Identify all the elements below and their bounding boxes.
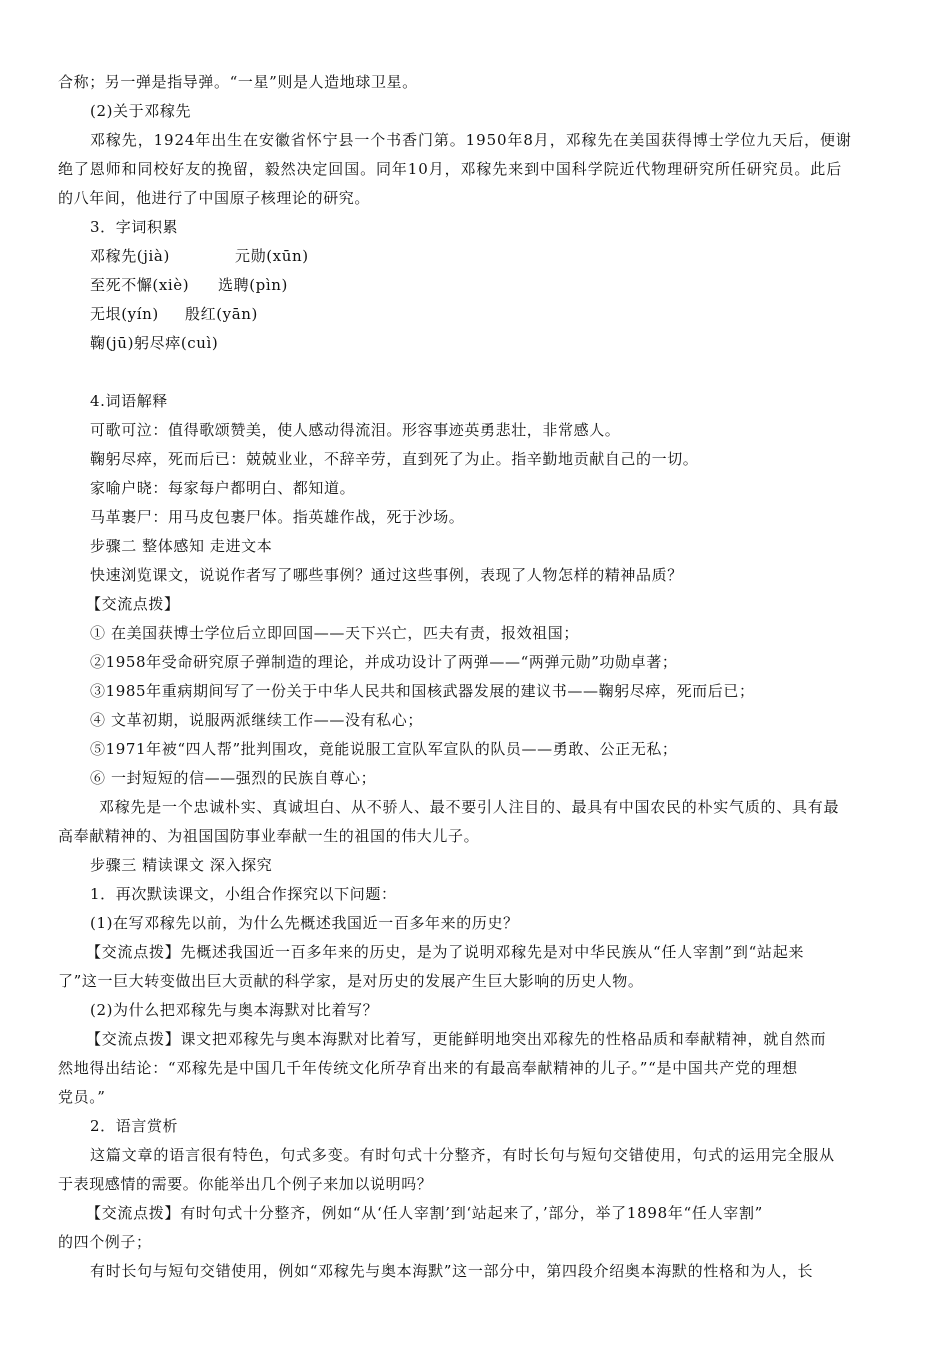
text-line: 这篇文章的语言很有特色，句式多变。有时句式十分整齐，有时长句与短句交错使用，句式的运用完全服从: [90, 1146, 835, 1164]
question: (2)为什么把邓稼先与奥本海默对比着写？: [90, 1001, 379, 1019]
list-item: ① 在美国获博士学位后立即回国——天下兴亡，匹夫有责，报效祖国；: [90, 624, 579, 642]
text-line: 的八年间，他进行了中国原子核理论的研究。: [58, 189, 371, 207]
vocab-item: 邓稼先(jià): [90, 247, 170, 265]
vocab-item: 选聘(pìn): [218, 276, 288, 294]
text-line: 可歌可泣：值得歌颂赞美，使人感动得流泪。形容事迹英勇悲壮，非常感人。: [90, 421, 621, 439]
heading-vocabulary: 3．字词积累: [90, 218, 179, 236]
discussion-tag: 【交流点拨】: [86, 595, 180, 613]
text-line: 有时长句与短句交错使用，例如“邓稼先与奥本海默”这一部分中，第四段介绍奥本海默的性格和为人，长: [90, 1262, 814, 1280]
text-line: 党员。”: [58, 1088, 106, 1106]
text-line: 的四个例子；: [58, 1233, 152, 1251]
text-line: 【交流点拨】课文把邓稼先与奥本海默对比着写，更能鲜明地突出邓稼先的性格品质和奉献精神，就自然而: [86, 1030, 827, 1048]
vocab-row: [90, 304, 950, 324]
text-line: 家喻户晓：每家每户都明白、都知道。: [90, 479, 356, 497]
text-line: 1．再次默读课文，小组合作探究以下问题：: [90, 885, 397, 903]
question: (1)在写邓稼先以前，为什么先概述我国近一百多年来的历史？: [90, 914, 519, 932]
text-line: 邓稼先，1924年出生在安徽省怀宁县一个书香门第。1950年8月，邓稼先在美国获得博士学位九天后，便谢: [90, 131, 852, 149]
text-line: 高奉献精神的、为祖国国防事业奉献一生的祖国的伟大儿子。: [58, 827, 480, 845]
text-line: 【交流点拨】先概述我国近一百多年来的历史，是为了说明邓稼先是对中华民族从“任人宰割”到“站起来: [86, 943, 805, 961]
vocab-item: 殷红(yān): [185, 305, 258, 323]
text-line: 于表现感情的需要。你能举出几个例子来加以说明吗？: [58, 1175, 433, 1193]
heading-step-three: 步骤三 精读课文 深入探究: [90, 856, 273, 874]
vocab-row: [90, 275, 950, 295]
heading-word-explanation: 4.词语解释: [90, 392, 168, 410]
list-item: ⑥ 一封短短的信——强烈的民族自尊心；: [90, 769, 377, 787]
text-line: 鞠躬尽瘁，死而后已：兢兢业业，不辞辛劳，直到死了为止。指辛勤地贡献自己的一切。: [90, 450, 699, 468]
vocab-item: 无垠(yín): [90, 305, 159, 323]
heading-step-two: 步骤二 整体感知 走进文本: [90, 537, 273, 555]
vocab-item: 至死不懈(xiè): [90, 276, 190, 294]
heading-language-analysis: 2．语言赏析: [90, 1117, 179, 1135]
text-line: 【交流点拨】有时句式十分整齐，例如“从‘任人宰割’到‘站起来了，’部分，举了1898年“任人宰割”: [86, 1204, 764, 1222]
vocab-row: [90, 333, 950, 353]
list-item: ③1985年重病期间写了一份关于中华人民共和国核武器发展的建议书——鞠躬尽瘁，死而后已；: [90, 682, 755, 700]
text-line: 了”这一巨大转变做出巨大贡献的科学家，是对历史的发展产生巨大影响的历史人物。: [58, 972, 644, 990]
text-line: 然地得出结论：“邓稼先是中国几千年传统文化所孕育出来的有最高奉献精神的儿子。”“是中国共产党的理想: [58, 1059, 798, 1077]
text-line: 邓稼先是一个忠诚朴实、真诚坦白、从不骄人、最不要引人注目的、最具有中国农民的朴实气质的、具有最: [99, 798, 840, 816]
text-line: 绝了恩师和同校好友的挽留，毅然决定回国。同年10月，邓稼先来到中国科学院近代物理研究所任研究员。此后: [58, 160, 843, 178]
list-item: ④ 文革初期，说服两派继续工作——没有私心；: [90, 711, 423, 729]
subheading-about-deng: (2)关于邓稼先: [90, 102, 192, 120]
vocab-item: 鞠(jū)躬尽瘁(cuì): [90, 334, 219, 352]
list-item: ②1958年受命研究原子弹制造的理论，并成功设计了两弹——“两弹元勋”功勋卓著；: [90, 653, 678, 671]
text-line: 快速浏览课文，说说作者写了哪些事例？通过这些事例，表现了人物怎样的精神品质？: [90, 566, 683, 584]
text-line: 马革裹尸：用马皮包裹尸体。指英雄作战，死于沙场。: [90, 508, 465, 526]
list-item: ⑤1971年被“四人帮”批判围攻，竟能说服工宣队军宣队的队员——勇敢、公正无私；: [90, 740, 678, 758]
text-line: 合称；另一弹是指导弹。“一星”则是人造地球卫星。: [58, 73, 418, 91]
vocab-item: 元勋(xūn): [235, 247, 309, 265]
vocab-row: [90, 246, 950, 266]
